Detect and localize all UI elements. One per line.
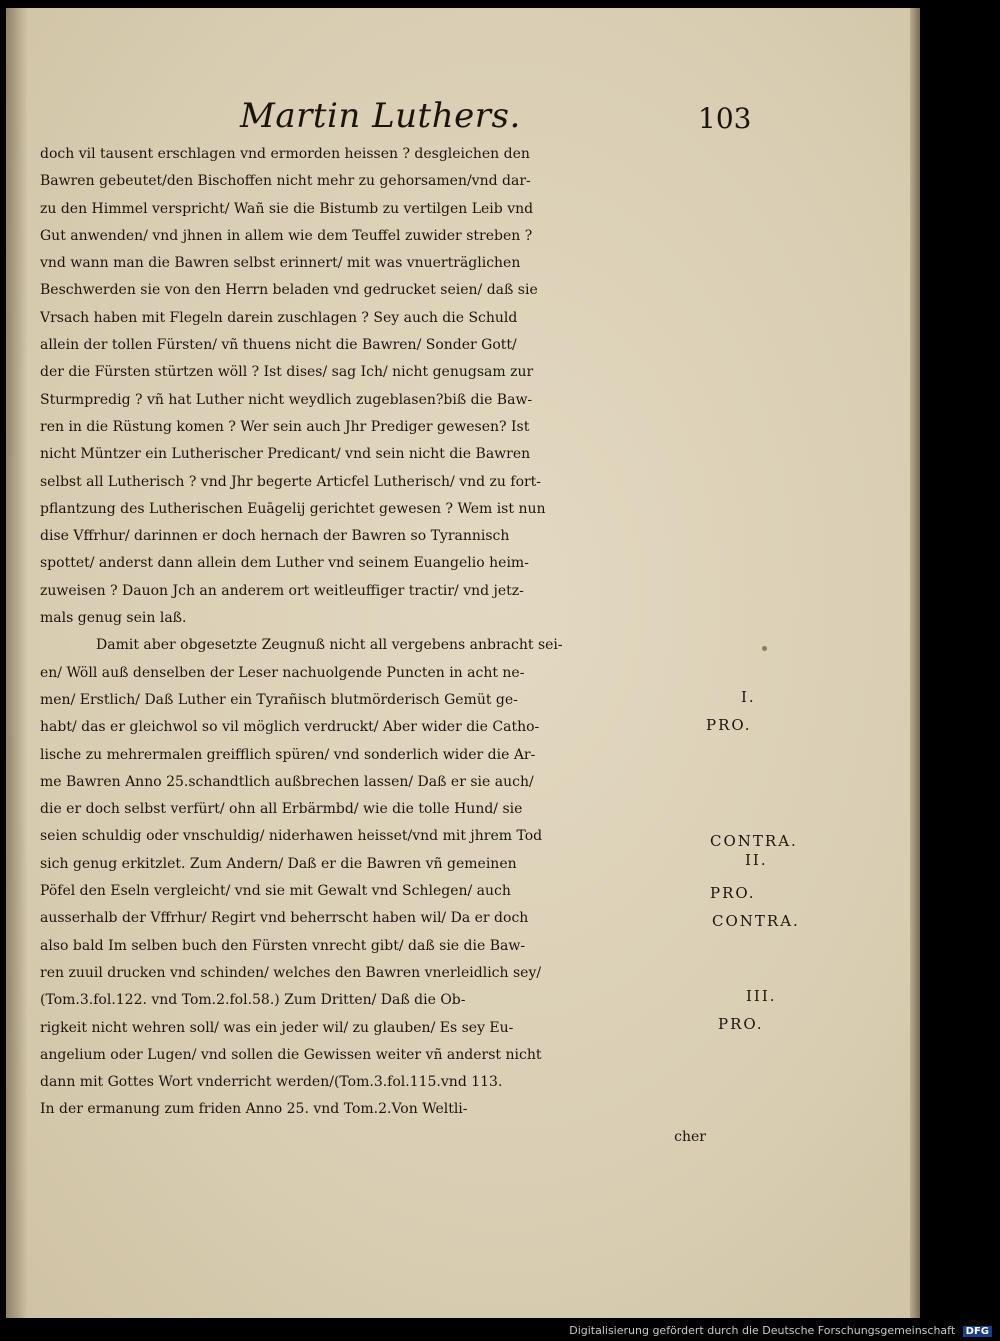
text-line: dann mit Gottes Wort vnderricht werden/(Tom.3.fol.115.vnd 113. [40,1074,503,1091]
text-line: Pöfel den Eseln vergleicht/ vnd sie mit Gewalt vnd Schlegen/ auch [40,883,511,900]
text-line: selbst all Lutherisch ? vnd Jhr begerte Articfel Lutherisch/ vnd zu fort- [40,473,542,490]
credit-text: Digitalisierung gefördert durch die Deutsche Forschungsgemeinschaft [569,1324,956,1337]
dfg-logo: DFG [963,1326,992,1337]
margin-note-pro: PRO. [718,1015,764,1033]
text-line: Sturmpredig ? vñ hat Luther nicht weydlich zugeblasen?biß die Baw- [40,391,533,408]
paper-speck [762,646,767,651]
text-line: nicht Müntzer ein Lutherischer Predicant/ vnd sein nicht die Bawren [40,446,531,463]
text-line: rigkeit nicht wehren soll/ was ein jeder wil/ zu glauben/ Es sey Eu- [40,1019,514,1036]
text-line: angelium oder Lugen/ vnd sollen die Gewissen weiter vñ anderst nicht [40,1046,542,1063]
text-line: Beschwerden sie von den Herrn beladen vnd gedrucket seien/ daß sie [40,282,538,299]
margin-note-roman-1: I. [741,688,756,706]
text-line: (Tom.3.fol.122. vnd Tom.2.fol.58.) Zum Dritten/ Daß die Ob- [40,992,466,1009]
text-line: ren zuuil drucken vnd schinden/ welches den Bawren vnerleidlich sey/ [40,964,542,981]
text-line: habt/ das er gleichwol so vil möglich verdruckt/ Aber wider die Catho- [40,719,540,736]
text-line: Bawren gebeutet/den Bischoffen nicht mehr zu gehorsamen/vnd dar- [40,173,531,190]
margin-note-contra: CONTRA. [712,912,800,930]
text-line: spottet/ anderst dann allein dem Luther vnd seinem Euangelio heim- [40,555,529,572]
margin-note-contra: CONTRA. [710,832,798,850]
running-head: Martin Luthers. [240,96,521,136]
text-line: me Bawren Anno 25.schandtlich außbrechen lassen/ Daß er sie auch/ [40,773,534,790]
text-line: pflantzung des Lutherischen Euāgelij gerichtet gewesen ? Wem ist nun [40,500,546,517]
page-edge [910,8,920,1318]
margin-note-pro: PRO. [710,884,756,902]
text-line: Vrsach haben mit Flegeln darein zuschlagen ? Sey auch die Schuld [40,309,518,326]
text-line: ausserhalb der Vffrhur/ Regirt vnd beherrscht haben wil/ Da er doch [40,910,529,927]
text-line: cher [674,1128,706,1145]
text-line: zu den Himmel verspricht/ Wañ sie die Bistumb zu vertilgen Leib vnd [40,200,534,217]
spine-shadow [6,8,28,1318]
text-line: sich genug erkitzlet. Zum Andern/ Daß er die Bawren vñ gemeinen [40,855,517,872]
text-line: Damit aber obgesetzte Zeugnuß nicht all vergebens anbracht sei- [96,637,563,654]
margin-note-roman-2: II. [745,851,768,869]
text-line: also bald Im selben buch den Fürsten vnrecht gibt/ daß sie die Baw- [40,937,526,954]
text-line: der die Fürsten stürtzen wöll ? Ist dises/ sag Ich/ nicht genugsam zur [40,364,534,381]
text-line: doch vil tausent erschlagen vnd ermorden heissen ? desgleichen den [40,146,530,162]
text-line: en/ Wöll auß denselben der Leser nachuolgende Puncten in acht ne- [40,664,525,681]
margin-note-roman-3: III. [746,987,777,1005]
margin-note-pro: PRO. [706,716,752,734]
body-text [40,141,720,1151]
text-line: In der ermanung zum friden Anno 25. vnd Tom.2.Von Weltli- [40,1101,468,1118]
text-line: Gut anwenden/ vnd jhnen in allem wie dem Teuffel zuwider streben ? [40,227,533,244]
text-line: allein der tollen Fürsten/ vñ thuens nicht die Bawren/ Sonder Gott/ [40,337,517,354]
text-line: die er doch selbst verfürt/ ohn all Erbärmbd/ wie die tolle Hund/ sie [40,801,523,818]
digitization-credit [569,1324,992,1337]
text-line: men/ Erstlich/ Daß Luther ein Tyrañisch blutmörderisch Gemüt ge- [40,691,518,708]
text-line: seien schuldig oder vnschuldig/ niderhawen heisset/vnd mit jhrem Tod [40,828,543,845]
text-line: zuweisen ? Dauon Jch an anderem ort weitleuffiger tractir/ vnd jetz- [40,582,524,599]
text-line: dise Vffrhur/ darinnen er doch hernach der Bawren so Tyrannisch [40,528,510,545]
text-line: vnd wann man die Bawren selbst erinnert/ mit was vnuerträglichen [40,255,521,272]
page-number: 103 [698,102,752,135]
text-line: mals genug sein laß. [40,610,187,627]
text-line: ren in die Rüstung komen ? Wer sein auch Jhr Prediger gewesen? Ist [40,418,530,435]
text-line: lische zu mehrermalen greifflich spüren/ vnd sonderlich wider die Ar- [40,746,536,763]
